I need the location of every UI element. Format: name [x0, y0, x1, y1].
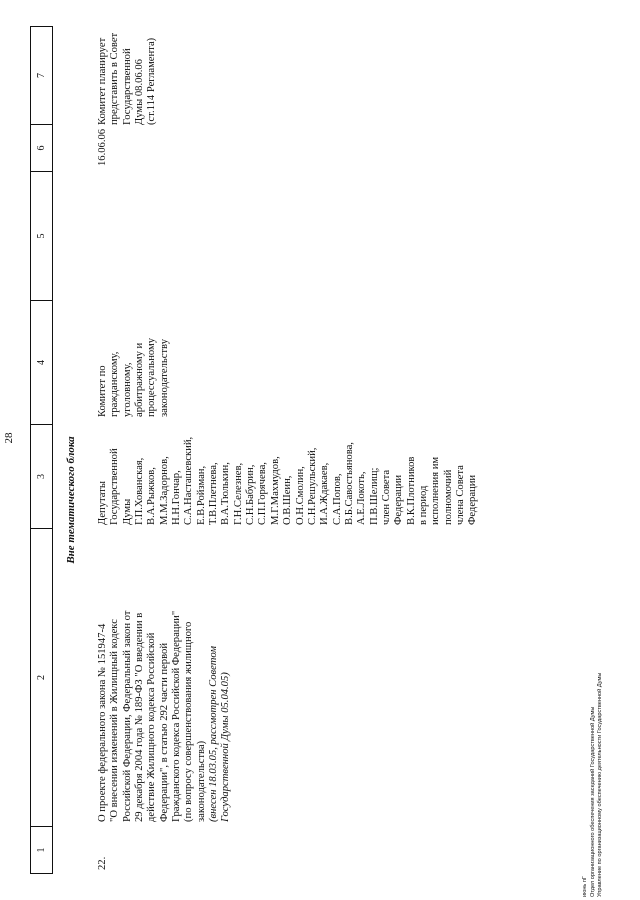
block-title: Вне тематического блока [65, 436, 77, 564]
committee-line: законодательству [158, 339, 170, 417]
bill-title-cell [97, 611, 233, 822]
bill-line: законодательства) [195, 740, 207, 822]
bill-line: Федерации", в статью 292 части первой [158, 643, 170, 822]
author-line: Т.В.Плетнева, [208, 462, 220, 525]
author-line: В.А.Рыжков, [146, 467, 158, 525]
note-line: представить в Совет [109, 32, 121, 125]
note-line: Думы 08.06.06 [134, 59, 146, 125]
page-number: 28 [3, 432, 15, 444]
bill-note-line: Государственной Думы 05.04.05) [220, 672, 232, 822]
author-line: М.М.Задорнов, [158, 456, 170, 525]
author-line: С.Н.Решульский, [306, 447, 318, 525]
column-header-row [30, 26, 53, 874]
author-line: С.Н.Бабурин, [245, 464, 257, 525]
bill-line: действие Жилищного кодекса Российской [146, 632, 158, 822]
author-line: О.Н.Смолин, [294, 466, 306, 525]
author-line: Н.Н.Гончар, [171, 470, 183, 525]
author-line: В.Б.Савостьянова, [343, 442, 355, 525]
footer-line: Отдел организационного обеспечения заседаний Государственной Думы [589, 706, 596, 897]
authors-cell [97, 437, 480, 525]
author-line: Г.П.Хованская, [134, 457, 146, 525]
author-line: С.П.Горячева, [257, 462, 269, 525]
author-line: С.А.Насташевский, [183, 436, 195, 525]
author-line: С.А.Попов, [331, 473, 343, 525]
column-header-5: 5 [31, 171, 52, 300]
author-line: Федерации [393, 474, 405, 525]
committee-line: арбитражному и [134, 342, 146, 417]
author-line: исполнения им [430, 456, 442, 525]
column-header-7: 7 [36, 73, 47, 78]
author-line: А.Е.Локоть, [356, 471, 368, 525]
bill-note-line: (внесен 18.03.05, рассмотрен Советом [208, 646, 220, 822]
note-line: Комитет планирует [97, 37, 108, 125]
committee-line: Комитет по [97, 365, 108, 417]
date-cell: 16.06.06 [97, 128, 108, 166]
column-header-1: 1 [31, 826, 52, 873]
author-line: И.А.Ждакаев, [319, 462, 331, 525]
author-line: В.К.Плотников [405, 456, 417, 525]
author-line: Г.Н.Селезнев, [232, 462, 244, 525]
note-line: Государственной [121, 48, 133, 125]
author-line: Государственной [109, 448, 121, 525]
column-header-6: 6 [31, 124, 52, 171]
row-number: 22. [97, 856, 108, 870]
committee-cell [97, 338, 171, 417]
author-line: В.А.Тюлькин, [220, 462, 232, 525]
author-line: О.В.Шеин, [282, 475, 294, 525]
author-line: Думы [121, 498, 133, 525]
author-line: в период [417, 485, 429, 525]
committee-line: процессуальному [146, 338, 158, 417]
author-line: М.Г.Махмудов, [269, 456, 281, 525]
note-line: (ст.114 Регламента) [146, 37, 158, 125]
bill-line: "О внесении изменений в Жилищный кодекс [109, 619, 121, 822]
author-line: Депутаты [97, 481, 108, 525]
bill-line: 29 декабря 2004 года № 189-ФЗ "О введении в [134, 612, 146, 822]
author-line: полномочий [442, 469, 454, 525]
committee-line: уголовному, [121, 362, 133, 417]
author-line: Федерации [467, 474, 479, 525]
footer [582, 673, 605, 897]
author-line: член Совета [380, 469, 392, 525]
column-header-4: 4 [31, 300, 52, 424]
committee-line: гражданскому, [109, 351, 121, 417]
column-header-2: 2 [31, 528, 52, 826]
note-cell [97, 33, 159, 125]
column-header-3: 3 [31, 424, 52, 528]
bill-line: Гражданского кодекса Российской Федерации" [171, 610, 183, 822]
bill-line: (по вопросу совершенствования жилищного [183, 621, 195, 822]
author-line: Е.В.Ройзман, [195, 465, 207, 525]
bill-line: О проекте федерального закона № 151947-4 [97, 623, 108, 822]
footer-line: июнь пГ [582, 876, 588, 897]
author-line: члена Совета [454, 465, 466, 525]
footer-line: Управление по организационному обеспечению деятельности Государственной Думы [597, 672, 603, 897]
bill-line: Российской Федерации, Федеральный закон от [121, 610, 133, 822]
author-line: П.В.Шелищ; [368, 467, 380, 525]
